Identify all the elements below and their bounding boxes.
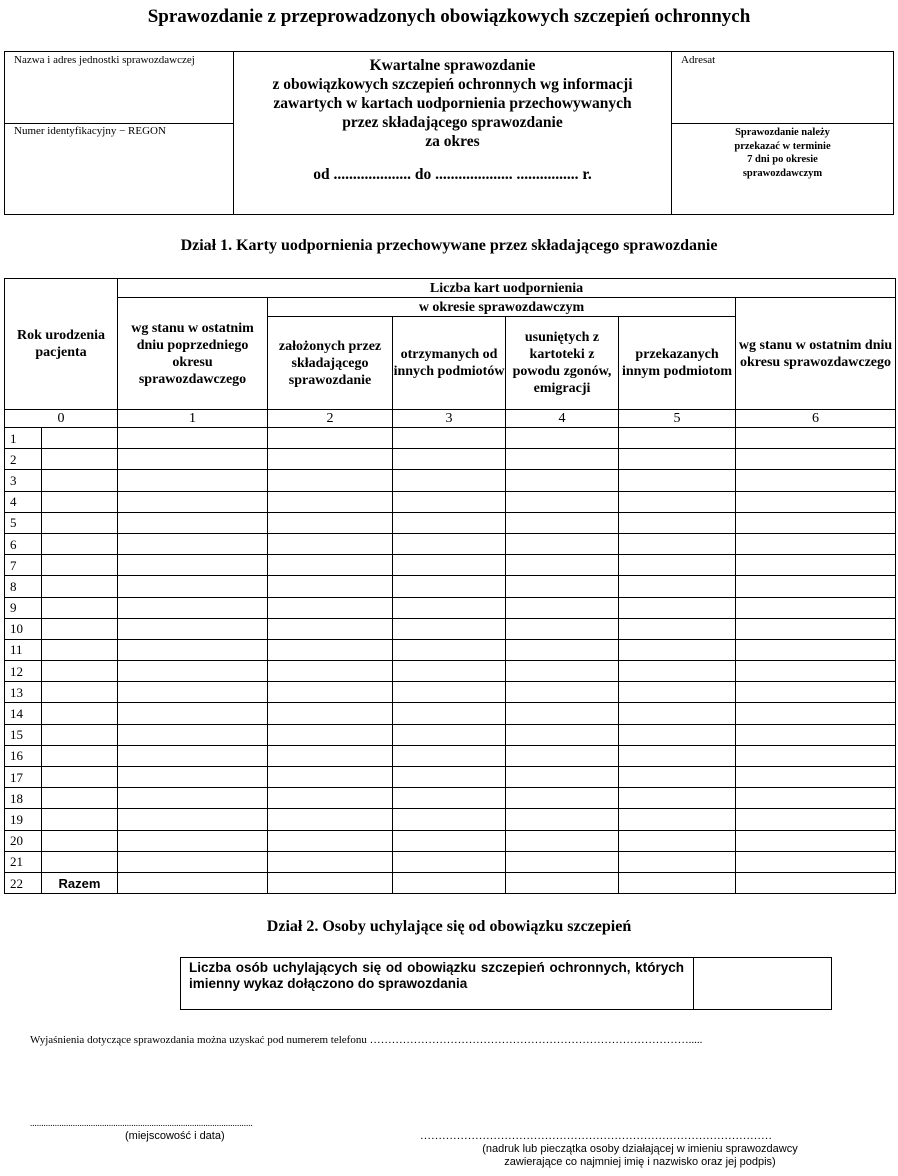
- count-cell-col3[interactable]: [393, 788, 506, 809]
- count-cell-col6[interactable]: [736, 491, 896, 512]
- table-row: [5, 830, 896, 851]
- birth-year-cell[interactable]: [42, 767, 118, 788]
- count-cell-col5[interactable]: [619, 703, 736, 724]
- table-row: [5, 618, 896, 639]
- table-row: [5, 745, 896, 766]
- count-cell-col2[interactable]: [268, 491, 393, 512]
- row-number: 18: [5, 788, 42, 809]
- count-cell-col4[interactable]: [506, 851, 619, 872]
- table-row: [5, 639, 896, 660]
- table-row: [5, 491, 896, 512]
- count-cell-col1[interactable]: [118, 449, 268, 470]
- count-cell-col5[interactable]: [619, 767, 736, 788]
- report-line: zawartych w kartach uodpornienia przechowywanych: [273, 95, 632, 112]
- table-row: [5, 555, 896, 576]
- report-line: z obowiązkowych szczepień ochronnych wg informacji: [272, 76, 633, 93]
- count-cell-col2[interactable]: [268, 809, 393, 830]
- col-number: 3: [393, 410, 506, 428]
- table-row: [5, 512, 896, 533]
- table-row: [5, 576, 896, 597]
- table-row: [5, 703, 896, 724]
- count-cell-col2[interactable]: [268, 851, 393, 872]
- count-cell-col4[interactable]: [506, 428, 619, 449]
- count-cell-col2[interactable]: [268, 661, 393, 682]
- count-cell-col1[interactable]: [118, 851, 268, 872]
- addressee-label: Adresat: [681, 54, 716, 66]
- col6-header: wg stanu w ostatnim dniu okresu sprawozdawczego: [736, 298, 896, 410]
- count-cell-col5[interactable]: [619, 788, 736, 809]
- count-cell-col6[interactable]: [736, 809, 896, 830]
- count-cell-col3[interactable]: [393, 428, 506, 449]
- count-cell-col3[interactable]: [393, 745, 506, 766]
- birth-year-cell[interactable]: [42, 851, 118, 872]
- row-number: 13: [5, 682, 42, 703]
- count-cell-col5[interactable]: [619, 449, 736, 470]
- count-cell-col4[interactable]: [506, 830, 619, 851]
- col2-header: założonych przez składającego sprawozdanie: [268, 317, 393, 410]
- place-date-line[interactable]: ...................................................................................................: [30, 1118, 253, 1128]
- count-cell-col1[interactable]: [118, 767, 268, 788]
- table-row: [5, 470, 896, 491]
- count-cell-col5[interactable]: [619, 512, 736, 533]
- table-row: [5, 767, 896, 788]
- row-number: 14: [5, 703, 42, 724]
- row-number: 10: [5, 618, 42, 639]
- group-header: Liczba kart uodpornienia: [118, 279, 896, 298]
- count-cell-col6[interactable]: [736, 745, 896, 766]
- report-line: przez składającego sprawozdanie: [342, 114, 563, 131]
- count-cell-col4[interactable]: [506, 491, 619, 512]
- count-cell-col1[interactable]: [118, 639, 268, 660]
- row-number: 5: [5, 512, 42, 533]
- count-cell-col5[interactable]: [619, 639, 736, 660]
- count-cell-col2[interactable]: [268, 428, 393, 449]
- count-cell-col6[interactable]: [736, 555, 896, 576]
- count-cell-col1[interactable]: [118, 470, 268, 491]
- count-cell-col4[interactable]: [506, 767, 619, 788]
- table-row: [5, 788, 896, 809]
- birth-year-cell[interactable]: [42, 724, 118, 745]
- row-number: 12: [5, 661, 42, 682]
- report-header-box: [4, 51, 894, 215]
- count-cell-col3[interactable]: [393, 533, 506, 554]
- count-cell-col2[interactable]: [268, 470, 393, 491]
- table-row: [5, 724, 896, 745]
- count-cell-col4[interactable]: [506, 788, 619, 809]
- count-cell-col2[interactable]: [268, 533, 393, 554]
- count-cell-col6[interactable]: [736, 576, 896, 597]
- count-cell-col3[interactable]: [393, 449, 506, 470]
- row-number: 15: [5, 724, 42, 745]
- col-number: 1: [118, 410, 268, 428]
- count-cell-col1[interactable]: [118, 788, 268, 809]
- count-cell-col1[interactable]: [118, 724, 268, 745]
- count-cell-col2[interactable]: [268, 639, 393, 660]
- table-row: [5, 851, 896, 872]
- table-row: [5, 682, 896, 703]
- count-cell-col2[interactable]: [268, 788, 393, 809]
- count-cell-col2[interactable]: [268, 618, 393, 639]
- row-number: 11: [5, 639, 42, 660]
- count-cell-col6[interactable]: [736, 639, 896, 660]
- count-cell-col6[interactable]: [736, 428, 896, 449]
- row-number: 7: [5, 555, 42, 576]
- section1-title: Dział 1. Karty uodpornienia przechowywane przez składającego sprawozdanie: [180, 237, 718, 254]
- count-cell-col5[interactable]: [619, 555, 736, 576]
- deadline-line: 7 dni po okresie: [747, 154, 818, 165]
- count-cell-col5[interactable]: [619, 491, 736, 512]
- count-cell-col3[interactable]: [393, 851, 506, 872]
- birth-year-cell[interactable]: [42, 618, 118, 639]
- col4-header: usuniętych z kartoteki z powodu zgonów, emigracji: [506, 317, 619, 410]
- count-cell-col1[interactable]: [118, 661, 268, 682]
- count-cell-col1[interactable]: [118, 576, 268, 597]
- birth-year-cell[interactable]: [42, 830, 118, 851]
- count-cell-col3[interactable]: [393, 618, 506, 639]
- count-cell-col4[interactable]: [506, 555, 619, 576]
- signature-label: [440, 1143, 840, 1169]
- count-cell-col4[interactable]: [506, 449, 619, 470]
- section2-box: [180, 957, 832, 1010]
- count-cell-col1[interactable]: [118, 682, 268, 703]
- birth-year-cell[interactable]: [42, 597, 118, 618]
- table-row: [5, 809, 896, 830]
- count-cell-col3[interactable]: [393, 512, 506, 533]
- signature-line[interactable]: ……………………………………………………………………………………: [420, 1130, 772, 1142]
- birth-year-cell[interactable]: [42, 555, 118, 576]
- row-number: 4: [5, 491, 42, 512]
- section2-title: Dział 2. Osoby uchylające się od obowiązku szczepień: [266, 918, 632, 935]
- signature-label-line: (nadruk lub pieczątka osoby działającej w imieniu sprawozdawcy: [482, 1143, 798, 1155]
- count-cell-col1[interactable]: [118, 491, 268, 512]
- count-cell-col2[interactable]: [268, 745, 393, 766]
- count-cell-col2[interactable]: [268, 703, 393, 724]
- count-cell-col5[interactable]: [619, 597, 736, 618]
- birth-year-cell[interactable]: [42, 533, 118, 554]
- row-number: 8: [5, 576, 42, 597]
- count-cell-col1[interactable]: [118, 872, 268, 893]
- table-row: [5, 449, 896, 470]
- count-cell-col6[interactable]: [736, 830, 896, 851]
- count-cell-col6[interactable]: [736, 449, 896, 470]
- count-cell-col2[interactable]: [268, 555, 393, 576]
- birth-year-cell[interactable]: [42, 745, 118, 766]
- count-cell-col2[interactable]: [268, 449, 393, 470]
- immunization-cards-table: [4, 278, 896, 894]
- birth-year-cell[interactable]: [42, 512, 118, 533]
- count-cell-col2[interactable]: [268, 830, 393, 851]
- count-cell-col5[interactable]: [619, 428, 736, 449]
- count-cell-col5[interactable]: [619, 576, 736, 597]
- count-cell-col2[interactable]: [268, 682, 393, 703]
- count-cell-col5[interactable]: [619, 682, 736, 703]
- phone-explanation: Wyjaśnienia dotyczące sprawozdania można uzyskać pod numerem telefonu …………………………………………………………………………….....: [30, 1034, 703, 1046]
- refusers-count-field[interactable]: [694, 958, 831, 1009]
- place-date-label: (miejscowość i data): [125, 1130, 225, 1142]
- count-cell-col1[interactable]: [118, 512, 268, 533]
- row-number: 3: [5, 470, 42, 491]
- count-cell-col3[interactable]: [393, 597, 506, 618]
- count-cell-col6[interactable]: [736, 470, 896, 491]
- count-cell-col3[interactable]: [393, 639, 506, 660]
- count-cell-col1[interactable]: [118, 618, 268, 639]
- count-cell-col1[interactable]: [118, 533, 268, 554]
- count-cell-col4[interactable]: [506, 661, 619, 682]
- row-number: 21: [5, 851, 42, 872]
- deadline-line: przekazać w terminie: [734, 140, 831, 152]
- count-cell-col3[interactable]: [393, 576, 506, 597]
- col1-header: wg stanu w ostatnim dniu poprzedniego okresu sprawozdawczego: [118, 298, 268, 410]
- count-cell-col4[interactable]: [506, 576, 619, 597]
- count-cell-col3[interactable]: [393, 703, 506, 724]
- count-cell-col4[interactable]: [506, 809, 619, 830]
- row-number: 2: [5, 449, 42, 470]
- count-cell-col2[interactable]: [268, 512, 393, 533]
- count-cell-col4[interactable]: [506, 512, 619, 533]
- birth-year-cell[interactable]: [42, 470, 118, 491]
- col5-header: przekazanych innym podmiotom: [619, 317, 736, 410]
- birth-year-cell[interactable]: [42, 639, 118, 660]
- count-cell-col6[interactable]: [736, 788, 896, 809]
- count-cell-col6[interactable]: [736, 597, 896, 618]
- unit-name-label: Nazwa i adres jednostki sprawozdawczej: [14, 54, 195, 66]
- table-row: [5, 533, 896, 554]
- table-row: [5, 872, 896, 893]
- col-number: 4: [506, 410, 619, 428]
- count-cell-col2[interactable]: [268, 724, 393, 745]
- signature-label-line: zawierające co najmniej imię i nazwisko oraz jej podpis): [504, 1156, 776, 1168]
- deadline-line: sprawozdawczym: [742, 167, 823, 179]
- period-line[interactable]: od .................... do .................... ................ r.: [313, 166, 592, 183]
- count-cell-col4[interactable]: [506, 618, 619, 639]
- count-cell-col1[interactable]: [118, 555, 268, 576]
- count-cell-col6[interactable]: [736, 533, 896, 554]
- count-cell-col4[interactable]: [506, 703, 619, 724]
- birth-year-cell[interactable]: [42, 449, 118, 470]
- birth-year-cell[interactable]: [42, 491, 118, 512]
- birth-year-cell[interactable]: [42, 576, 118, 597]
- total-label: Razem: [42, 872, 118, 893]
- row-number: 20: [5, 830, 42, 851]
- count-cell-col4[interactable]: [506, 470, 619, 491]
- count-cell-col2[interactable]: [268, 576, 393, 597]
- count-cell-col1[interactable]: [118, 428, 268, 449]
- count-cell-col3[interactable]: [393, 830, 506, 851]
- count-cell-col5[interactable]: [619, 809, 736, 830]
- count-cell-col3[interactable]: [393, 491, 506, 512]
- regon-label: Numer identyfikacyjny − REGON: [14, 125, 166, 137]
- count-cell-col4[interactable]: [506, 872, 619, 893]
- deadline-note: [672, 126, 893, 180]
- birth-year-cell[interactable]: [42, 703, 118, 724]
- row-number: 16: [5, 745, 42, 766]
- row-number: 9: [5, 597, 42, 618]
- table-row: [5, 428, 896, 449]
- count-cell-col4[interactable]: [506, 745, 619, 766]
- count-cell-col4[interactable]: [506, 533, 619, 554]
- count-cell-col3[interactable]: [393, 661, 506, 682]
- count-cell-col6[interactable]: [736, 767, 896, 788]
- col3-header: otrzymanych od innych podmiotów: [393, 317, 506, 410]
- count-cell-col6[interactable]: [736, 618, 896, 639]
- count-cell-col6[interactable]: [736, 851, 896, 872]
- count-cell-col6[interactable]: [736, 703, 896, 724]
- row-number: 6: [5, 533, 42, 554]
- count-cell-col3[interactable]: [393, 724, 506, 745]
- count-cell-col6[interactable]: [736, 512, 896, 533]
- count-cell-col4[interactable]: [506, 597, 619, 618]
- count-cell-col1[interactable]: [118, 830, 268, 851]
- count-cell-col1[interactable]: [118, 745, 268, 766]
- birth-year-cell[interactable]: [42, 788, 118, 809]
- row-number: 1: [5, 428, 42, 449]
- count-cell-col3[interactable]: [393, 767, 506, 788]
- count-cell-col5[interactable]: [619, 745, 736, 766]
- count-cell-col5[interactable]: [619, 618, 736, 639]
- count-cell-col5[interactable]: [619, 851, 736, 872]
- deadline-line: Sprawozdanie należy: [735, 127, 830, 138]
- report-line: za okres: [425, 133, 480, 150]
- count-cell-col2[interactable]: [268, 872, 393, 893]
- count-cell-col6[interactable]: [736, 872, 896, 893]
- count-cell-col6[interactable]: [736, 682, 896, 703]
- count-cell-col4[interactable]: [506, 682, 619, 703]
- table-row: [5, 661, 896, 682]
- col-number: 0: [5, 410, 118, 428]
- count-cell-col6[interactable]: [736, 724, 896, 745]
- count-cell-col5[interactable]: [619, 661, 736, 682]
- report-description: [234, 56, 671, 184]
- count-cell-col5[interactable]: [619, 470, 736, 491]
- row-number: 17: [5, 767, 42, 788]
- count-cell-col3[interactable]: [393, 682, 506, 703]
- count-cell-col3[interactable]: [393, 555, 506, 576]
- count-cell-col1[interactable]: [118, 809, 268, 830]
- period-header: w okresie sprawozdawczym: [268, 298, 736, 317]
- count-cell-col3[interactable]: [393, 809, 506, 830]
- table-row: [5, 597, 896, 618]
- birth-year-cell[interactable]: [42, 428, 118, 449]
- birth-year-cell[interactable]: [42, 682, 118, 703]
- refusers-count-label: Liczba osób uchylających się od obowiązku szczepień ochronnych, których imienny wykaz dołączono do sprawozdania: [189, 960, 684, 991]
- count-cell-col5[interactable]: [619, 533, 736, 554]
- col-number: 5: [619, 410, 736, 428]
- page-title: Sprawozdanie z przeprowadzonych obowiązkowych szczepień ochronnych: [147, 6, 751, 27]
- count-cell-col6[interactable]: [736, 661, 896, 682]
- count-cell-col3[interactable]: [393, 470, 506, 491]
- count-cell-col5[interactable]: [619, 872, 736, 893]
- row-number: 22: [5, 872, 42, 893]
- count-cell-col1[interactable]: [118, 703, 268, 724]
- count-cell-col3[interactable]: [393, 872, 506, 893]
- count-cell-col1[interactable]: [118, 597, 268, 618]
- count-cell-col5[interactable]: [619, 830, 736, 851]
- row-number: 19: [5, 809, 42, 830]
- count-cell-col5[interactable]: [619, 724, 736, 745]
- report-line: Kwartalne sprawozdanie: [369, 57, 536, 74]
- count-cell-col2[interactable]: [268, 767, 393, 788]
- count-cell-col2[interactable]: [268, 597, 393, 618]
- col-number: 6: [736, 410, 896, 428]
- col0-header: Rok urodzenia pacjenta: [5, 279, 118, 410]
- count-cell-col4[interactable]: [506, 724, 619, 745]
- birth-year-cell[interactable]: [42, 809, 118, 830]
- birth-year-cell[interactable]: [42, 661, 118, 682]
- col-number: 2: [268, 410, 393, 428]
- count-cell-col4[interactable]: [506, 639, 619, 660]
